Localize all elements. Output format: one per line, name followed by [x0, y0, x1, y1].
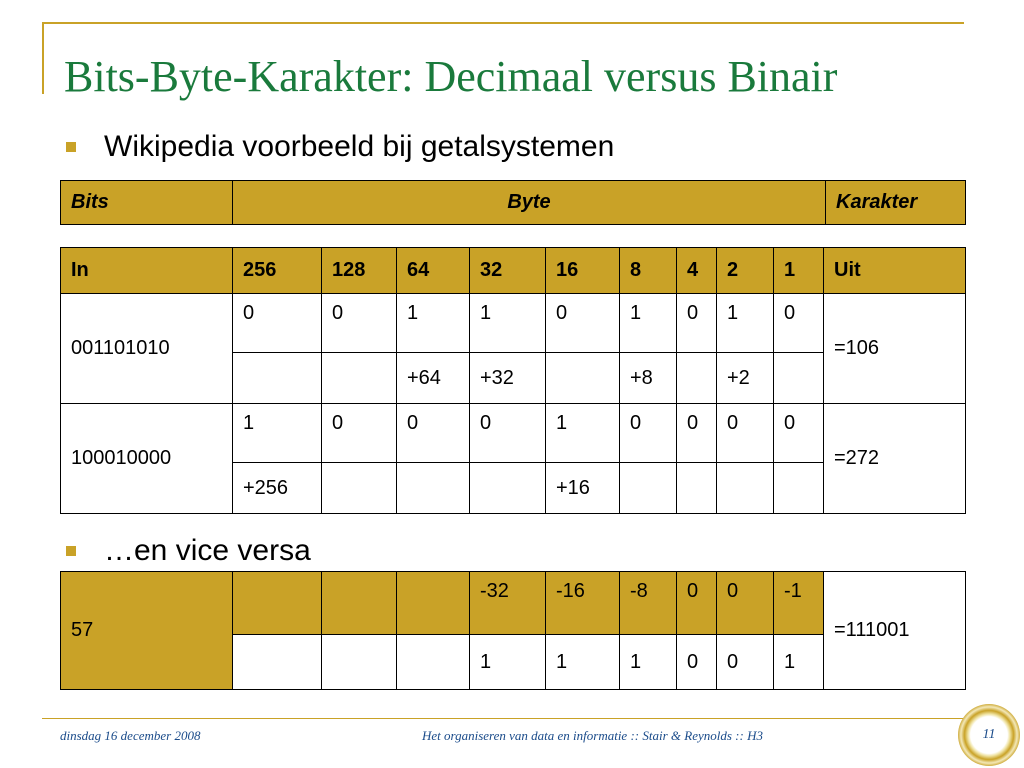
- bit-cell: 1: [233, 404, 322, 463]
- bit-cell: [397, 635, 470, 690]
- bit-cell: [322, 635, 397, 690]
- bit-cell: 0: [620, 404, 677, 463]
- subtraction-cell: -8: [620, 572, 677, 635]
- table-row: [61, 294, 966, 353]
- value-cell: [546, 353, 620, 404]
- bit-cell: 1: [470, 294, 546, 353]
- bit-cell: 0: [677, 294, 717, 353]
- footer-course: Het organiseren van data en informatie :: Stair & Reynolds :: H3: [422, 728, 763, 743]
- bit-cell: 0: [774, 404, 824, 463]
- bit-cell: 0: [322, 404, 397, 463]
- value-cell: +256: [233, 463, 322, 514]
- value-cell: +16: [546, 463, 620, 514]
- byte-header: Byte: [233, 181, 826, 225]
- column-header: 256: [233, 248, 322, 294]
- square-bullet-icon: [66, 546, 76, 556]
- subtraction-cell: [233, 572, 322, 635]
- column-header: 4: [677, 248, 717, 294]
- value-cell: [717, 463, 774, 514]
- bit-cell: 1: [620, 635, 677, 690]
- column-header: 2: [717, 248, 774, 294]
- slide-title: Bits-Byte-Karakter: Decimaal versus Binair: [64, 52, 838, 101]
- frame-horizontal-line: [42, 22, 964, 24]
- bits-header: Bits: [61, 181, 233, 225]
- page-number: 11: [982, 727, 996, 742]
- column-header: 64: [397, 248, 470, 294]
- footer-date: dinsdag 16 december 2008: [60, 728, 201, 743]
- table-header-row: [61, 248, 966, 294]
- column-header: Uit: [824, 248, 966, 294]
- bit-cell: [233, 635, 322, 690]
- table-row: [61, 181, 966, 225]
- karakter-header: Karakter: [826, 181, 966, 225]
- value-cell: [233, 353, 322, 404]
- bullet-item-wikipedia: [66, 130, 614, 164]
- subtraction-cell: -32: [470, 572, 546, 635]
- value-cell: [620, 463, 677, 514]
- value-cell: +64: [397, 353, 470, 404]
- column-header: 16: [546, 248, 620, 294]
- bit-cell: 0: [546, 294, 620, 353]
- bit-cell: 1: [546, 404, 620, 463]
- footer-divider: [42, 718, 964, 719]
- column-header: 8: [620, 248, 677, 294]
- bit-cell: 0: [233, 294, 322, 353]
- value-cell: +8: [620, 353, 677, 404]
- bit-cell: 1: [717, 294, 774, 353]
- subtraction-cell: 0: [717, 572, 774, 635]
- input-cell: 100010000: [61, 404, 233, 514]
- output-cell: =111001: [824, 572, 966, 690]
- output-cell: =272: [824, 404, 966, 514]
- bit-cell: 0: [717, 635, 774, 690]
- value-cell: [774, 463, 824, 514]
- value-cell: +32: [470, 353, 546, 404]
- subtraction-cell: 0: [677, 572, 717, 635]
- column-header: In: [61, 248, 233, 294]
- value-cell: [322, 353, 397, 404]
- subtraction-cell: [397, 572, 470, 635]
- square-bullet-icon: [66, 142, 76, 152]
- value-cell: [677, 353, 717, 404]
- value-cell: [322, 463, 397, 514]
- binary-to-decimal-table: [60, 247, 966, 514]
- column-header: 32: [470, 248, 546, 294]
- output-cell: =106: [824, 294, 966, 404]
- value-cell: [397, 463, 470, 514]
- bit-cell: 0: [470, 404, 546, 463]
- input-cell: 001101010: [61, 294, 233, 404]
- value-cell: [774, 353, 824, 404]
- bullet-text: …en vice versa: [104, 534, 311, 567]
- bit-cell: 0: [322, 294, 397, 353]
- bits-byte-karakter-table: [60, 180, 966, 225]
- value-cell: [677, 463, 717, 514]
- column-header: 128: [322, 248, 397, 294]
- value-cell: [470, 463, 546, 514]
- bit-cell: 0: [774, 294, 824, 353]
- bullet-item-vice-versa: [66, 534, 311, 568]
- bit-cell: 1: [397, 294, 470, 353]
- bit-cell: 0: [717, 404, 774, 463]
- table-row: [61, 404, 966, 463]
- bullet-text: Wikipedia voorbeeld bij getalsystemen: [104, 130, 615, 163]
- subtraction-cell: [322, 572, 397, 635]
- value-cell: +2: [717, 353, 774, 404]
- bit-cell: 0: [677, 635, 717, 690]
- bit-cell: 1: [620, 294, 677, 353]
- frame-vertical-line: [42, 22, 44, 94]
- subtraction-cell: -1: [774, 572, 824, 635]
- column-header: 1: [774, 248, 824, 294]
- subtraction-cell: -16: [546, 572, 620, 635]
- bit-cell: 0: [677, 404, 717, 463]
- input-cell: 57: [61, 572, 233, 690]
- bit-cell: 0: [397, 404, 470, 463]
- decimal-to-binary-table: [60, 571, 966, 690]
- bit-cell: 1: [546, 635, 620, 690]
- bit-cell: 1: [774, 635, 824, 690]
- table-row: [61, 572, 966, 635]
- bit-cell: 1: [470, 635, 546, 690]
